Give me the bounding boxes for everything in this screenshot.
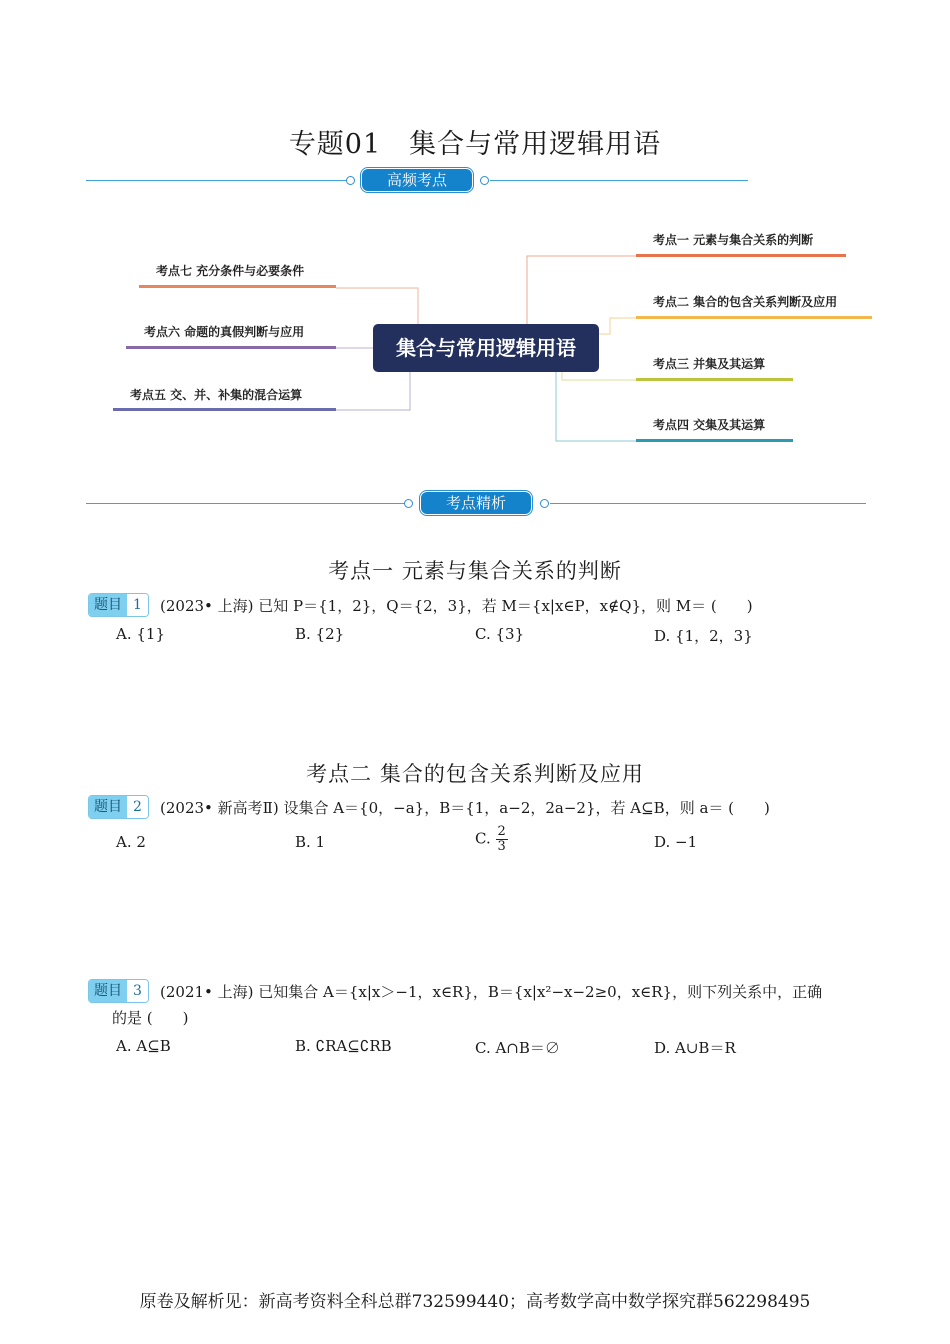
section-divider-left-2 — [86, 503, 406, 504]
question-2-option-a: A. 2 — [116, 833, 146, 851]
mindmap-node-topic4: 考点四 交集及其运算 — [653, 418, 766, 432]
question-3-option-b: B. ∁RA⊆∁RB — [295, 1037, 392, 1055]
question-3-option-c: C. A∩B＝∅ — [475, 1039, 560, 1057]
divider-dot-left-2 — [404, 499, 413, 508]
mindmap-bar-topic5 — [113, 408, 336, 411]
question-tag-number: 1 — [127, 594, 148, 616]
question-tag-1 — [88, 593, 149, 617]
mindmap-bar-topic1 — [636, 254, 846, 257]
question-1-option-b: B. {2} — [295, 625, 345, 643]
connector-right-1 — [527, 256, 636, 324]
fraction-denominator: 3 — [497, 839, 506, 854]
fraction-numerator: 2 — [497, 824, 506, 839]
question-2-text: (2023• 新高考Ⅱ) 设集合 A＝{0，−a}，B＝{1，a−2，2a−2}，若 A⊆B，则 a＝ ( ) — [160, 799, 770, 817]
page-title: 专题01 集合与常用逻辑用语 — [288, 129, 662, 160]
question-3-text-line1: (2021• 上海) 已知集合 A＝{x|x＞−1，x∈R}，B＝{x|x²−x−2≥0，x∈R}，则下列关系中，正确 — [160, 983, 823, 1001]
question-tag-number: 3 — [127, 980, 148, 1002]
mindmap-bar-topic2 — [636, 316, 872, 319]
mindmap-node-topic3: 考点三 并集及其运算 — [653, 357, 766, 371]
question-tag-label: 题目 — [89, 980, 127, 1002]
connector-left-3 — [336, 372, 410, 410]
question-2-option-c — [475, 825, 508, 854]
connector-right-3 — [562, 372, 636, 380]
mindmap-node-topic6: 考点六 命题的真假判断与应用 — [144, 325, 305, 339]
question-tag-label: 题目 — [89, 796, 127, 818]
question-1-option-c: C. {3} — [475, 625, 525, 643]
question-tag-2 — [88, 795, 149, 819]
mindmap-bar-topic3 — [636, 378, 793, 381]
mindmap-bar-topic6 — [126, 346, 336, 349]
section-badge-analysis — [419, 490, 533, 516]
mindmap-bar-topic4 — [636, 439, 793, 442]
fraction — [496, 825, 508, 854]
connector-right-2 — [599, 318, 636, 334]
divider-dot-right-2 — [540, 499, 549, 508]
question-1-option-d: D. {1，2，3} — [654, 627, 753, 645]
question-3-option-d: D. A∪B＝R — [654, 1039, 736, 1057]
mindmap-node-topic7: 考点七 充分条件与必要条件 — [156, 264, 305, 278]
mindmap-node-topic1: 考点一 元素与集合关系的判断 — [653, 233, 814, 247]
section-badge-label-2: 考点精析 — [421, 492, 531, 514]
question-3-option-a: A. A⊆B — [116, 1037, 171, 1055]
question-tag-3 — [88, 979, 149, 1003]
connector-right-4 — [556, 372, 636, 441]
question-3-text-line2: 的是 ( ) — [112, 1009, 189, 1027]
question-tag-number: 2 — [127, 796, 148, 818]
section-divider-right-2 — [550, 503, 866, 504]
section-badge-label: 高频考点 — [362, 169, 472, 191]
page-footer: 原卷及解析见：新高考资料全科总群732599440；高考数学高中数学探究群562298495 — [139, 1292, 811, 1312]
mindmap-center-node: 集合与常用逻辑用语 — [373, 324, 599, 372]
question-2-option-d: D. −1 — [654, 833, 698, 851]
connector-left-1 — [336, 288, 418, 324]
mindmap-node-topic2: 考点二 集合的包含关系判断及应用 — [653, 295, 838, 309]
topic1-heading: 考点一 元素与集合关系的判断 — [328, 559, 622, 583]
mindmap-node-topic5: 考点五 交、并、补集的混合运算 — [130, 388, 303, 402]
question-1-option-a: A. {1} — [116, 625, 165, 643]
option-c-prefix: C. — [475, 829, 491, 848]
mindmap-bar-topic7 — [139, 285, 336, 288]
question-tag-label: 题目 — [89, 594, 127, 616]
topic2-heading: 考点二 集合的包含关系判断及应用 — [306, 762, 644, 786]
question-2-option-b: B. 1 — [295, 833, 326, 851]
question-1-text: (2023• 上海) 已知 P＝{1，2}，Q＝{2，3}，若 M＝{x|x∈P，x∉Q}，则 M＝ ( ) — [160, 597, 753, 615]
